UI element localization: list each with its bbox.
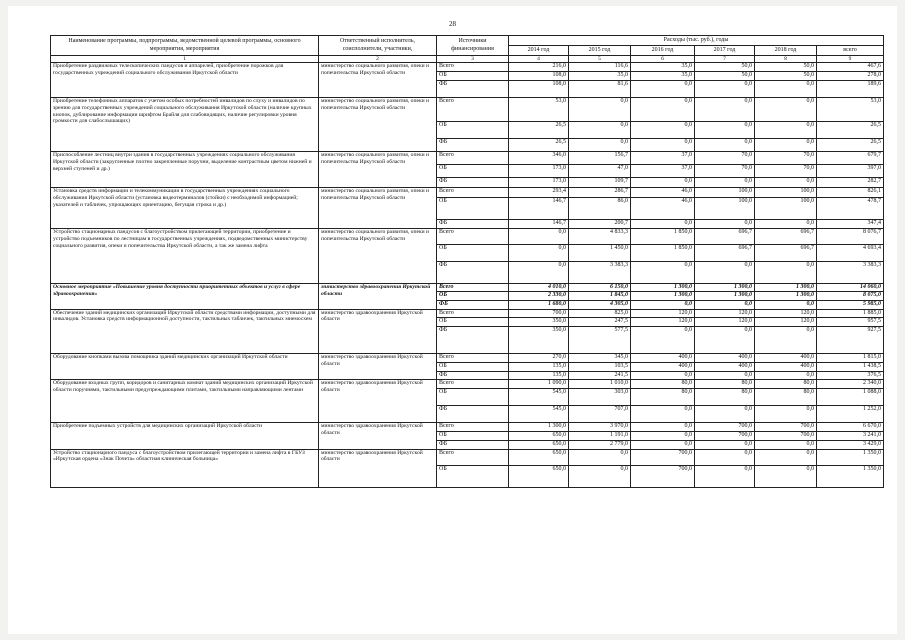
year-value: 0,0 xyxy=(695,98,755,122)
funding-source: ОБ xyxy=(437,432,509,441)
year-value: 0,0 xyxy=(755,81,817,98)
funding-source: ОБ xyxy=(437,198,509,220)
funding-source: ОБ xyxy=(437,122,509,139)
year-value: 247,5 xyxy=(569,317,631,326)
year-value: 70,0 xyxy=(695,165,755,178)
column-number: 4 xyxy=(509,56,569,63)
funding-source: ОБ xyxy=(437,465,509,487)
year-value: 1 680,0 xyxy=(509,301,569,309)
header-executor-column: Ответственный исполнитель, соисполнители, участники, xyxy=(319,36,437,56)
year-value: 0,0 xyxy=(695,465,755,487)
activity-name: Приобретение телефонных аппаратов с учетом особых потребностей инвалидов по слуху и инвалидов по зрению для государственных учреждений социального обслуживания Иркутской области (наличие крупных кнопок, дублирование информации шрифтом Брайля для слабовидящих, наличие регулировки уровня громкости для слабослышащих) xyxy=(51,98,319,152)
activity-name: Оборудование кнопками вызова помощника зданий медицинских организаций Иркутской области xyxy=(51,353,319,379)
table-row xyxy=(51,423,884,432)
year-value: 0,0 xyxy=(695,326,755,353)
year-value: 696,7 xyxy=(695,245,755,262)
year-value: 400,0 xyxy=(631,362,695,371)
year-value: 108,0 xyxy=(509,72,569,81)
year-value: 303,0 xyxy=(569,389,631,406)
year-value: 0,0 xyxy=(631,81,695,98)
year-value: 1 850,0 xyxy=(631,245,695,262)
year-value: 1 850,0 xyxy=(631,229,695,245)
total-value: 3 241,0 xyxy=(817,432,884,441)
year-value: 345,0 xyxy=(569,353,631,362)
total-value: 189,6 xyxy=(817,81,884,98)
year-value: 46,0 xyxy=(631,188,695,198)
year-value: 173,0 xyxy=(509,178,569,188)
total-value: 1 885,0 xyxy=(817,309,884,317)
document-page xyxy=(8,6,897,634)
year-value: 0,0 xyxy=(695,371,755,379)
year-value: 50,0 xyxy=(755,72,817,81)
total-value: 347,4 xyxy=(817,220,884,229)
year-value: 100,0 xyxy=(755,188,817,198)
funding-source: ОБ xyxy=(437,292,509,301)
funding-source: Всего xyxy=(437,353,509,362)
header-year: 2014 год xyxy=(509,46,569,56)
activity-name: Устройство стационарного пандуса с благоустройством прилегающей территории и замена лифта в ГБУЗ «Иркутская ордена «Знак Почета» областная клиническая больница» xyxy=(51,449,319,487)
funding-source: ОБ xyxy=(437,72,509,81)
year-value: 0,0 xyxy=(631,326,695,353)
year-value: 0,0 xyxy=(631,220,695,229)
year-value: 80,0 xyxy=(755,389,817,406)
funding-source: Всего xyxy=(437,152,509,165)
year-value: 0,0 xyxy=(695,301,755,309)
year-value: 0,0 xyxy=(695,406,755,423)
table-body xyxy=(51,63,884,488)
total-value: 397,0 xyxy=(817,165,884,178)
year-value: 26,5 xyxy=(509,139,569,152)
year-value: 146,7 xyxy=(509,198,569,220)
year-value: 37,0 xyxy=(631,152,695,165)
year-value: 650,0 xyxy=(509,449,569,465)
year-value: 2 330,0 xyxy=(509,292,569,301)
total-value: 26,5 xyxy=(817,122,884,139)
funding-source: ФБ xyxy=(437,301,509,309)
total-value: 376,5 xyxy=(817,371,884,379)
year-value: 120,0 xyxy=(755,317,817,326)
year-value: 350,0 xyxy=(509,326,569,353)
year-value: 0,0 xyxy=(755,98,817,122)
year-value: 0,0 xyxy=(631,432,695,441)
year-value: 35,0 xyxy=(631,63,695,72)
year-value: 120,0 xyxy=(631,317,695,326)
year-value: 241,5 xyxy=(569,371,631,379)
year-value: 293,4 xyxy=(509,188,569,198)
table-row xyxy=(51,353,884,362)
year-value: 135,0 xyxy=(509,371,569,379)
year-value: 1 010,0 xyxy=(569,380,631,389)
year-value: 156,7 xyxy=(569,152,631,165)
year-value: 1 090,0 xyxy=(509,380,569,389)
total-value: 826,1 xyxy=(817,188,884,198)
funding-source: Всего xyxy=(437,380,509,389)
header-year: 2018 год xyxy=(755,46,817,56)
total-value: 3 383,3 xyxy=(817,262,884,284)
year-value: 0,0 xyxy=(569,98,631,122)
year-value: 696,7 xyxy=(755,229,817,245)
year-value: 70,0 xyxy=(755,165,817,178)
total-value: 478,7 xyxy=(817,198,884,220)
total-value: 8 076,7 xyxy=(817,229,884,245)
column-number: 3 xyxy=(437,56,509,63)
year-value: 0,0 xyxy=(631,423,695,432)
activity-name: Установка средств информации и телекоммуникации в государственных учреждениях социального обслуживания Иркутской области (установка видеотерминалов (стойки) с необходимой информацией; указателей и табличек, упрощающих ориентацию, бегущая строка и др.) xyxy=(51,188,319,229)
year-value: 286,7 xyxy=(569,188,631,198)
funding-source: Всего xyxy=(437,63,509,72)
year-value: 0,0 xyxy=(755,122,817,139)
year-value: 200,7 xyxy=(569,220,631,229)
year-value: 0,0 xyxy=(755,371,817,379)
year-value: 1 191,0 xyxy=(569,432,631,441)
year-value: 0,0 xyxy=(695,122,755,139)
activity-name: Оборудование входных групп, коридоров и санитарных комнат зданий медицинских организаций Иркутской области поручнями, тактильными предупреждающими плитами, тактильными направляющими лентами xyxy=(51,380,319,423)
table-row xyxy=(51,284,884,292)
year-value: 50,0 xyxy=(695,72,755,81)
year-value: 400,0 xyxy=(631,353,695,362)
year-value: 700,0 xyxy=(631,465,695,487)
header-total: всего xyxy=(817,46,884,56)
total-value: 1 252,0 xyxy=(817,406,884,423)
year-value: 0,0 xyxy=(755,220,817,229)
header-year: 2017 год xyxy=(695,46,755,56)
year-value: 0,0 xyxy=(569,465,631,487)
year-value: 0,0 xyxy=(695,220,755,229)
year-value: 0,0 xyxy=(695,441,755,449)
total-value: 5 985,0 xyxy=(817,301,884,309)
funding-source: Всего xyxy=(437,98,509,122)
year-value: 50,0 xyxy=(695,63,755,72)
total-value: 282,7 xyxy=(817,178,884,188)
year-value: 0,0 xyxy=(695,139,755,152)
column-number: 5 xyxy=(569,56,631,63)
year-value: 0,0 xyxy=(755,449,817,465)
funding-source: ФБ xyxy=(437,371,509,379)
year-value: 173,0 xyxy=(509,165,569,178)
year-value: 2 779,0 xyxy=(569,441,631,449)
year-value: 47,0 xyxy=(569,165,631,178)
year-value: 577,5 xyxy=(569,326,631,353)
year-value: 696,7 xyxy=(695,229,755,245)
responsible-executor: министерство социального развития, опеки и попечительства Иркутской области xyxy=(319,152,437,188)
year-value: 146,7 xyxy=(509,220,569,229)
table-row xyxy=(51,98,884,122)
year-value: 700,0 xyxy=(755,423,817,432)
total-value: 3 429,0 xyxy=(817,441,884,449)
total-value: 53,0 xyxy=(817,98,884,122)
activity-name: Основное мероприятие «Повышение уровня доступности приоритетных объектов и услуг в сфере здравоохранения» xyxy=(51,284,319,310)
year-value: 0,0 xyxy=(631,139,695,152)
year-value: 81,6 xyxy=(569,81,631,98)
year-value: 700,0 xyxy=(755,432,817,441)
year-value: 707,0 xyxy=(569,406,631,423)
funding-source: ФБ xyxy=(437,178,509,188)
year-value: 103,5 xyxy=(569,362,631,371)
funding-source: Всего xyxy=(437,449,509,465)
column-number: 7 xyxy=(695,56,755,63)
responsible-executor: министерство здравоохранения Иркутской области xyxy=(319,380,437,423)
year-value: 400,0 xyxy=(695,362,755,371)
year-value: 0,0 xyxy=(755,465,817,487)
header-year: 2015 год xyxy=(569,46,631,56)
funding-source: ОБ xyxy=(437,317,509,326)
year-value: 0,0 xyxy=(695,81,755,98)
column-number: 2 xyxy=(319,56,437,63)
responsible-executor: министерство социального развития, опеки и попечительства Иркутской области xyxy=(319,98,437,152)
year-value: 700,0 xyxy=(695,432,755,441)
total-value: 8 075,0 xyxy=(817,292,884,301)
year-value: 80,0 xyxy=(755,380,817,389)
total-value: 4 693,4 xyxy=(817,245,884,262)
table-row xyxy=(51,380,884,389)
year-value: 0,0 xyxy=(631,441,695,449)
funding-source: ФБ xyxy=(437,139,509,152)
year-value: 545,0 xyxy=(509,389,569,406)
header-name-column: Наименование программы, подпрограммы, ведомственной целевой программы, основного мероприятия, мероприятия xyxy=(51,36,319,56)
header-year: 2016 год xyxy=(631,46,695,56)
year-value: 0,0 xyxy=(631,406,695,423)
year-value: 346,0 xyxy=(509,152,569,165)
funding-source: ФБ xyxy=(437,220,509,229)
total-value: 679,7 xyxy=(817,152,884,165)
funding-source: ОБ xyxy=(437,389,509,406)
year-value: 1 300,0 xyxy=(695,292,755,301)
responsible-executor: министерство социального развития, опеки и попечительства Иркутской области xyxy=(319,63,437,98)
year-value: 0,0 xyxy=(755,406,817,423)
header-funding-column: Источники финансирования xyxy=(437,36,509,56)
year-value: 53,0 xyxy=(509,98,569,122)
year-value: 100,0 xyxy=(755,198,817,220)
total-value: 278,0 xyxy=(817,72,884,81)
funding-source: ФБ xyxy=(437,441,509,449)
year-value: 400,0 xyxy=(695,353,755,362)
year-value: 120,0 xyxy=(755,309,817,317)
activity-name: Обеспечение зданий медицинских организаций Иркутской области средствами информации, доступными для инвалидов. Установка средств информационной доступности, тактильных табличек, тактильных мнемосхем xyxy=(51,309,319,353)
total-value: 1 350,0 xyxy=(817,449,884,465)
year-value: 650,0 xyxy=(509,441,569,449)
year-value: 135,0 xyxy=(509,362,569,371)
year-value: 26,5 xyxy=(509,122,569,139)
year-value: 0,0 xyxy=(755,326,817,353)
total-value: 1 438,5 xyxy=(817,362,884,371)
year-value: 400,0 xyxy=(755,362,817,371)
activity-name: Приобретение подъемных устройств для медицинских организаций Иркутской области xyxy=(51,423,319,449)
year-value: 216,0 xyxy=(509,63,569,72)
year-value: 1 300,0 xyxy=(631,284,695,292)
year-value: 35,0 xyxy=(631,72,695,81)
header-expenses: Расходы (тыс. руб.), годы xyxy=(509,36,884,46)
responsible-executor: министерство здравоохранения Иркутской области xyxy=(319,284,437,310)
year-value: 350,0 xyxy=(509,317,569,326)
year-value: 100,0 xyxy=(695,188,755,198)
funding-source: Всего xyxy=(437,423,509,432)
year-value: 86,0 xyxy=(569,198,631,220)
year-value: 1 845,0 xyxy=(569,292,631,301)
responsible-executor: министерство социального развития, опеки и попечительства Иркутской области xyxy=(319,229,437,284)
total-value: 957,5 xyxy=(817,317,884,326)
year-value: 80,0 xyxy=(695,380,755,389)
year-value: 0,0 xyxy=(755,178,817,188)
table-row xyxy=(51,63,884,72)
year-value: 0,0 xyxy=(695,178,755,188)
year-value: 696,7 xyxy=(755,245,817,262)
total-value: 26,5 xyxy=(817,139,884,152)
year-value: 70,0 xyxy=(755,152,817,165)
funding-source: ОБ xyxy=(437,165,509,178)
year-value: 100,0 xyxy=(695,198,755,220)
year-value: 0,0 xyxy=(755,441,817,449)
responsible-executor: министерство социального развития, опеки и попечительства Иркутской области xyxy=(319,188,437,229)
year-value: 0,0 xyxy=(509,262,569,284)
year-value: 108,0 xyxy=(509,81,569,98)
funding-source: ОБ xyxy=(437,245,509,262)
funding-source: ФБ xyxy=(437,81,509,98)
activity-name: Устройство стационарных пандусов с благоустройством прилегающей территории, приобретение и устройство подъемников по лестницам в государственных учреждениях, подведомственных министерству социального развития, опеки и попечительства Иркутской области, а так же замена лифта xyxy=(51,229,319,284)
year-value: 270,0 xyxy=(509,353,569,362)
total-value: 1 088,0 xyxy=(817,389,884,406)
funding-source: Всего xyxy=(437,284,509,292)
year-value: 120,0 xyxy=(631,309,695,317)
column-number: 9 xyxy=(817,56,884,63)
table-row xyxy=(51,152,884,165)
year-value: 0,0 xyxy=(631,98,695,122)
total-value: 14 060,0 xyxy=(817,284,884,292)
year-value: 1 300,0 xyxy=(509,423,569,432)
funding-source: ОБ xyxy=(437,362,509,371)
year-value: 1 300,0 xyxy=(755,284,817,292)
year-value: 70,0 xyxy=(695,152,755,165)
year-value: 1 300,0 xyxy=(755,292,817,301)
total-value: 1 815,0 xyxy=(817,353,884,362)
funding-source: ФБ xyxy=(437,406,509,423)
column-number: 8 xyxy=(755,56,817,63)
funding-source: Всего xyxy=(437,229,509,245)
year-value: 0,0 xyxy=(631,122,695,139)
year-value: 120,0 xyxy=(695,317,755,326)
year-value: 80,0 xyxy=(631,389,695,406)
year-value: 50,0 xyxy=(755,63,817,72)
total-value: 927,5 xyxy=(817,326,884,353)
responsible-executor: министерство здравоохранения Иркутской области xyxy=(319,309,437,353)
year-value: 0,0 xyxy=(631,262,695,284)
year-value: 0,0 xyxy=(695,449,755,465)
year-value: 116,6 xyxy=(569,63,631,72)
funding-source: Всего xyxy=(437,309,509,317)
year-value: 0,0 xyxy=(755,139,817,152)
total-value: 1 350,0 xyxy=(817,465,884,487)
year-value: 400,0 xyxy=(755,353,817,362)
year-value: 80,0 xyxy=(695,389,755,406)
activity-name: Приспособление лестниц внутри здания в государственных учреждениях социального обслуживания Иркутской области (закругленные плотно закрепленные поручни, выделение контрастным цветом нижней и верхней ступеней и др.) xyxy=(51,152,319,188)
year-value: 6 150,0 xyxy=(569,284,631,292)
year-value: 0,0 xyxy=(695,262,755,284)
year-value: 0,0 xyxy=(509,229,569,245)
page-number: 28 xyxy=(449,20,456,28)
funding-source: ФБ xyxy=(437,262,509,284)
year-value: 0,0 xyxy=(755,262,817,284)
table-row xyxy=(51,449,884,465)
responsible-executor: министерство здравоохранения Иркутской области xyxy=(319,423,437,449)
year-value: 1 300,0 xyxy=(631,292,695,301)
year-value: 0,0 xyxy=(569,139,631,152)
year-value: 700,0 xyxy=(631,449,695,465)
year-value: 4 833,3 xyxy=(569,229,631,245)
responsible-executor: министерство здравоохранения Иркутской области xyxy=(319,353,437,379)
total-value: 467,6 xyxy=(817,63,884,72)
table-row xyxy=(51,309,884,317)
year-value: 3 970,0 xyxy=(569,423,631,432)
year-value: 650,0 xyxy=(509,465,569,487)
table-row xyxy=(51,229,884,245)
year-value: 825,0 xyxy=(569,309,631,317)
year-value: 0,0 xyxy=(631,178,695,188)
funding-source: ФБ xyxy=(437,326,509,353)
table-row xyxy=(51,188,884,198)
year-value: 4 305,0 xyxy=(569,301,631,309)
funding-source: Всего xyxy=(437,188,509,198)
year-value: 0,0 xyxy=(631,301,695,309)
year-value: 0,0 xyxy=(755,301,817,309)
year-value: 545,0 xyxy=(509,406,569,423)
year-value: 35,0 xyxy=(569,72,631,81)
year-value: 3 383,3 xyxy=(569,262,631,284)
year-value: 0,0 xyxy=(569,449,631,465)
budget-table xyxy=(50,35,884,488)
year-value: 0,0 xyxy=(509,245,569,262)
activity-name: Приобретение раздвижных телескопических пандусов и аппарелей, приобретение порожков для государственных учреждений социального обслуживания Иркутской области xyxy=(51,63,319,98)
year-value: 120,0 xyxy=(695,309,755,317)
year-value: 46,0 xyxy=(631,198,695,220)
total-value: 2 340,0 xyxy=(817,380,884,389)
total-value: 6 670,0 xyxy=(817,423,884,432)
year-value: 0,0 xyxy=(631,371,695,379)
year-value: 700,0 xyxy=(695,423,755,432)
year-value: 37,0 xyxy=(631,165,695,178)
year-value: 700,0 xyxy=(509,309,569,317)
year-value: 109,7 xyxy=(569,178,631,188)
year-value: 1 450,0 xyxy=(569,245,631,262)
responsible-executor: министерство здравоохранения Иркутской области xyxy=(319,449,437,487)
column-number: 6 xyxy=(631,56,695,63)
year-value: 4 010,0 xyxy=(509,284,569,292)
column-number: 1 xyxy=(51,56,319,63)
year-value: 0,0 xyxy=(569,122,631,139)
year-value: 80,0 xyxy=(631,380,695,389)
year-value: 650,0 xyxy=(509,432,569,441)
year-value: 1 300,0 xyxy=(695,284,755,292)
